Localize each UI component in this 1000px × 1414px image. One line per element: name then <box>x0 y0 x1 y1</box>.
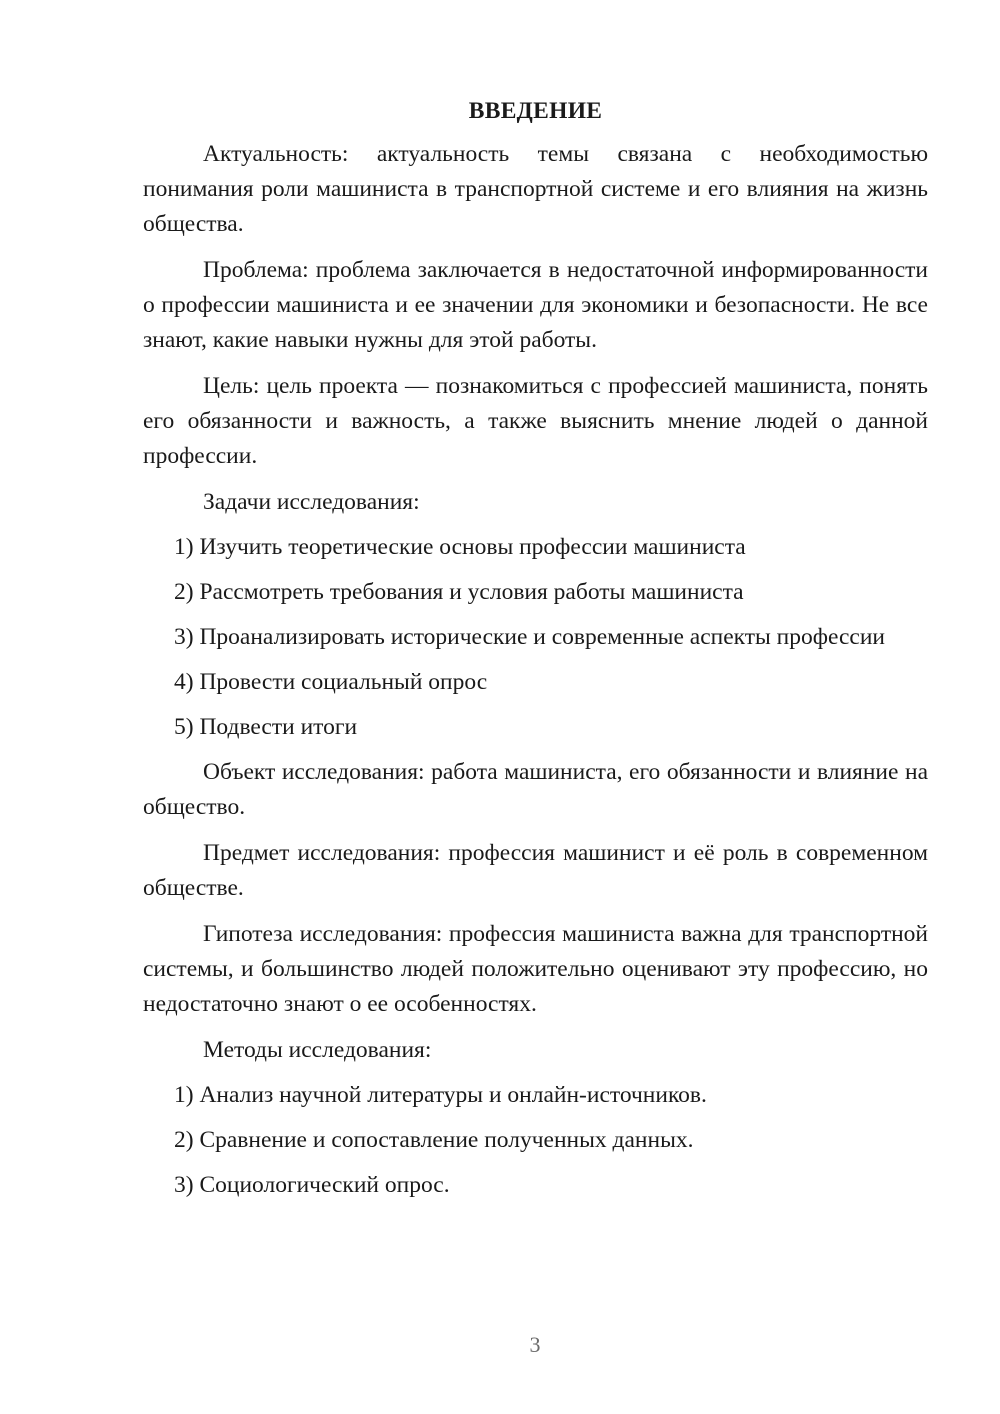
list-item: 1) Изучить теоретические основы профессии машиниста <box>174 534 746 560</box>
page-number: 3 <box>529 1332 541 1357</box>
methods-heading: Методы исследования: <box>203 1037 432 1063</box>
tasks-list <box>143 530 928 745</box>
document-body <box>143 96 928 1213</box>
list-item: 2) Сравнение и сопоставление полученных данных. <box>174 1127 694 1153</box>
list-item: 3) Проанализировать исторические и современные аспекты профессии <box>174 624 886 650</box>
list-item: 1) Анализ научной литературы и онлайн-источников. <box>174 1082 707 1108</box>
list-item: 5) Подвести итоги <box>174 714 358 740</box>
problem-paragraph: Проблема: проблема заключается в недостаточной информированности о профессии машиниста и ее значении для экономики и безопасности. Не все знают, какие навыки нужны для этой работы. <box>143 257 928 353</box>
goal-paragraph: Цель: цель проекта — познакомиться с профессией машиниста, понять его обязанности и важность, а также выяснить мнение людей о данной профессии. <box>143 373 928 469</box>
tasks-heading: Задачи исследования: <box>203 489 420 515</box>
list-item: 3) Социологический опрос. <box>174 1172 450 1198</box>
methods-list <box>143 1078 928 1203</box>
hypothesis-paragraph: Гипотеза исследования: профессия машиниста важна для транспортной системы, и большинство людей положительно оценивают эту профессию, но недостаточно знают о ее особенностях. <box>143 921 928 1017</box>
page-title: ВВЕДЕНИЕ <box>468 98 603 124</box>
relevance-paragraph: Актуальность: актуальность темы связана с необходимостью понимания роли машиниста в транспортной системе и его влияния на жизнь общества. <box>143 141 928 237</box>
list-item: 2) Рассмотреть требования и условия работы машиниста <box>174 579 744 605</box>
object-paragraph: Объект исследования: работа машиниста, его обязанности и влияние на общество. <box>143 759 928 820</box>
subject-paragraph: Предмет исследования: профессия машинист и её роль в современном обществе. <box>143 840 928 901</box>
list-item: 4) Провести социальный опрос <box>174 669 488 695</box>
